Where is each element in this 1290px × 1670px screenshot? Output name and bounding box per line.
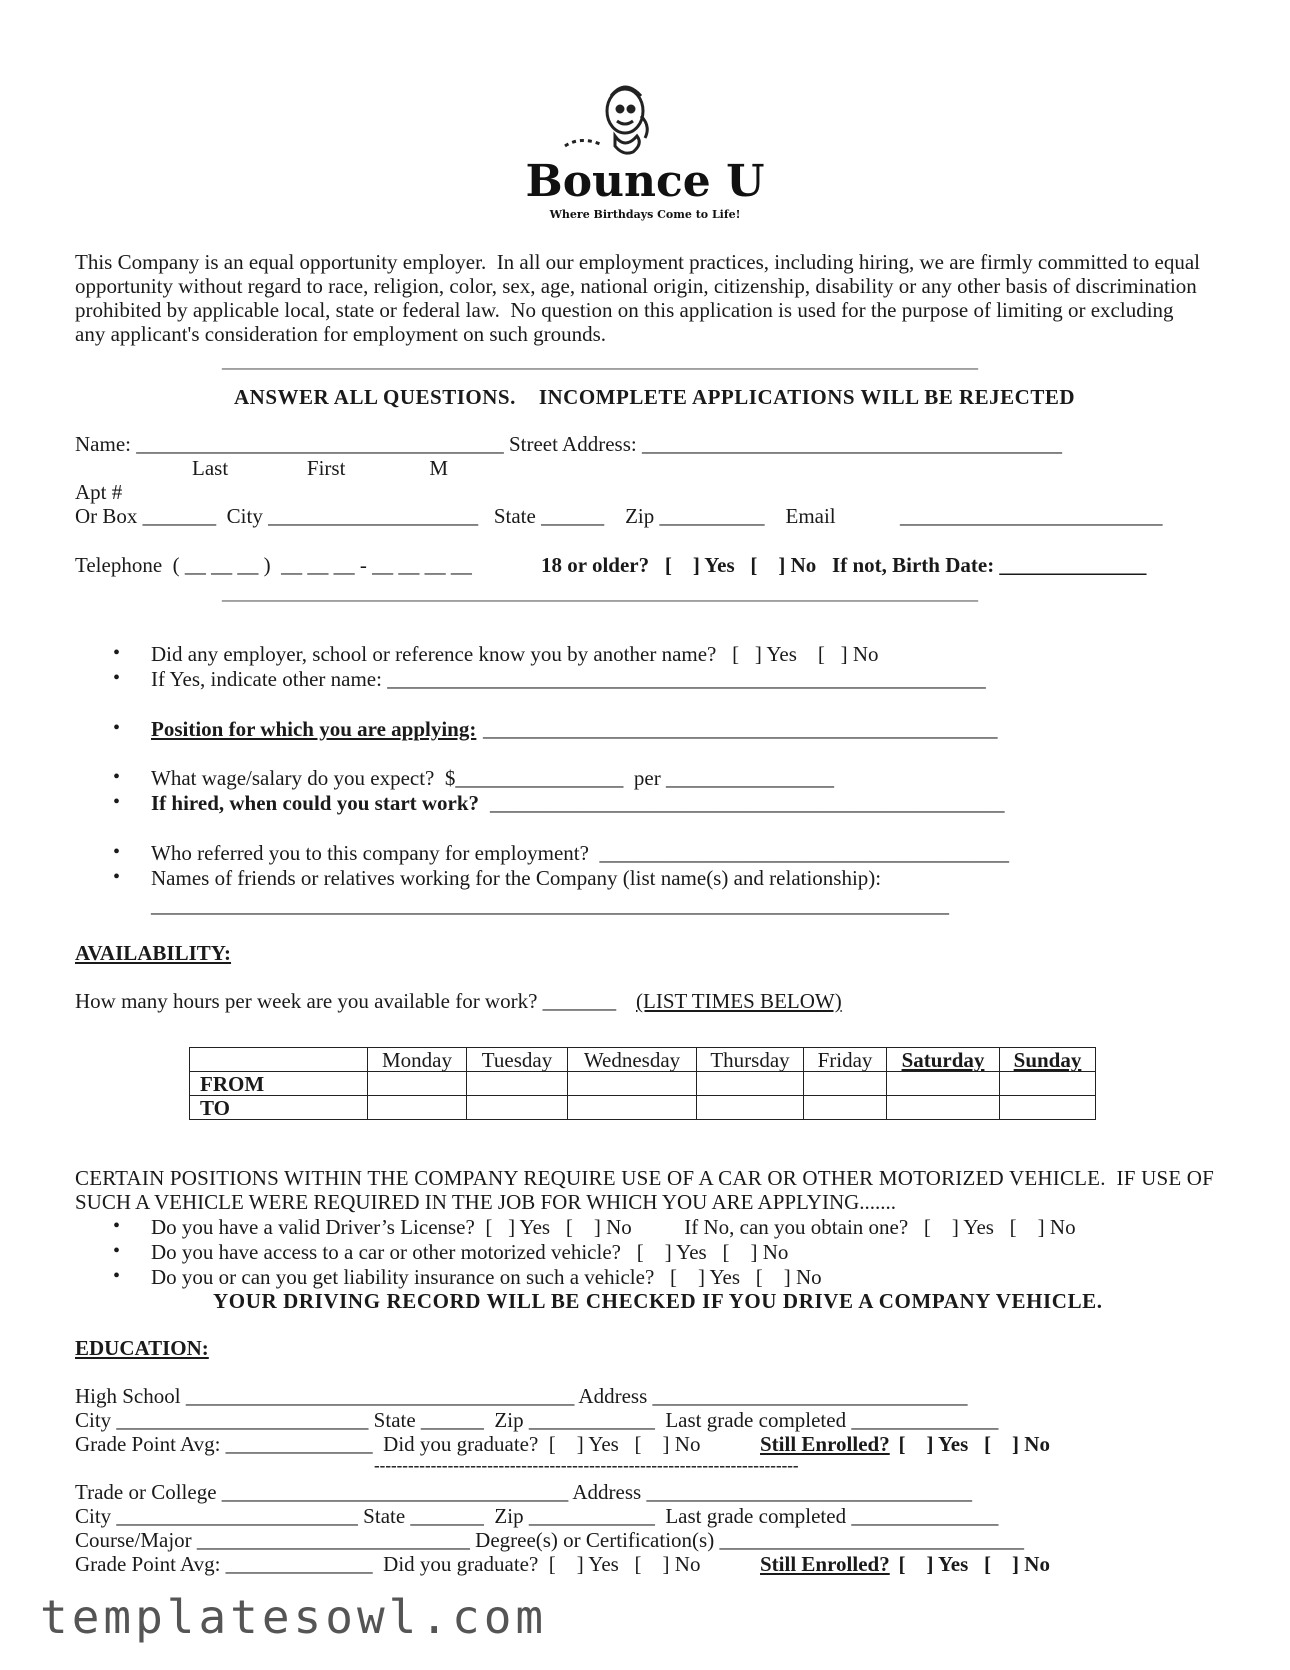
mascot-icon bbox=[565, 87, 647, 153]
table-row bbox=[190, 1072, 1096, 1096]
divider-rule: ________________________________________________________________________ bbox=[222, 348, 978, 372]
row-from-label: FROM bbox=[190, 1072, 368, 1096]
course-major-field[interactable]: Course/Major __________________________ Degree(s) or Certification(s) _____________________________ bbox=[75, 1528, 1024, 1552]
wage-field[interactable]: What wage/salary do you expect? $________________ per ________________ bbox=[151, 766, 834, 790]
from-cell[interactable] bbox=[887, 1072, 1000, 1096]
divider-rule-2: ________________________________________________________________________ bbox=[222, 580, 978, 604]
logo-brand: Bounce U bbox=[525, 156, 765, 207]
bullet-icon: • bbox=[113, 642, 121, 664]
table-row bbox=[190, 1096, 1096, 1120]
high-school-city-field[interactable]: City ________________________ State ______ Zip ____________ Last grade completed ______________ bbox=[75, 1408, 999, 1432]
from-cell[interactable] bbox=[804, 1072, 887, 1096]
day-wednesday: Wednesday bbox=[568, 1048, 697, 1072]
form-heading: ANSWER ALL QUESTIONS. INCOMPLETE APPLICATIONS WILL BE REJECTED bbox=[234, 385, 1076, 409]
availability-table bbox=[189, 1047, 1096, 1120]
start-work-field[interactable]: _________________________________________________ bbox=[490, 791, 1005, 815]
eeo-line-2: opportunity without regard to race, religion, color, sex, age, national origin, citizenship, disability or any other basis of discrimination bbox=[75, 274, 1197, 298]
other-name-question[interactable]: Did any employer, school or reference know you by another name? [ ] Yes [ ] No bbox=[151, 642, 879, 666]
watermark: templatesowl.com bbox=[40, 1590, 548, 1644]
still-enrolled-options[interactable]: [ ] Yes [ ] No bbox=[888, 1432, 1050, 1456]
education-title: EDUCATION: bbox=[75, 1336, 209, 1360]
vehicle-access-question[interactable]: Do you have access to a car or other motorized vehicle? [ ] Yes [ ] No bbox=[151, 1240, 789, 1264]
name-parts-label: Last First M bbox=[192, 456, 449, 480]
bullet-icon: • bbox=[113, 1265, 121, 1287]
from-cell[interactable] bbox=[368, 1072, 467, 1096]
to-cell[interactable] bbox=[568, 1096, 697, 1120]
license-question[interactable]: Do you have a valid Driver’s License? [ ] Yes [ ] No If No, can you obtain one? [ ] Yes [ ] No bbox=[151, 1215, 1076, 1239]
bullet-icon: • bbox=[113, 1215, 121, 1237]
start-work-label: If hired, when could you start work? bbox=[151, 791, 480, 815]
bounce-u-logo bbox=[525, 76, 765, 226]
still-enrolled-label: Still Enrolled? bbox=[760, 1432, 890, 1456]
college-city-field[interactable]: City _______________________ State _______ Zip ____________ Last grade completed ______________ bbox=[75, 1504, 999, 1528]
relatives-field[interactable]: ____________________________________________________________________________ bbox=[151, 893, 949, 917]
position-field[interactable]: _________________________________________________ bbox=[483, 717, 998, 741]
logo-tagline: Where Birthdays Come to Life! bbox=[549, 208, 741, 221]
college-gpa-field[interactable]: Grade Point Avg: ______________ Did you graduate? [ ] Yes [ ] No bbox=[75, 1552, 701, 1576]
bullet-icon: • bbox=[113, 717, 121, 739]
day-monday: Monday bbox=[368, 1048, 467, 1072]
eeo-line-4: any applicant's consideration for employment on such grounds. bbox=[75, 322, 606, 346]
high-school-gpa-field[interactable]: Grade Point Avg: ______________ Did you graduate? [ ] Yes [ ] No bbox=[75, 1432, 701, 1456]
eeo-line-1: This Company is an equal opportunity employer. In all our employment practices, including hiring, we are firmly committed to equal bbox=[75, 250, 1200, 274]
other-name-field[interactable]: If Yes, indicate other name: _________________________________________________________ bbox=[151, 667, 986, 691]
insurance-question[interactable]: Do you or can you get liability insurance on such a vehicle? [ ] Yes [ ] No bbox=[151, 1265, 822, 1289]
section-dashes: --------------------------------------------------------------------------- bbox=[374, 1456, 799, 1475]
referral-field[interactable]: Who referred you to this company for employment? _______________________________________ bbox=[151, 841, 1009, 865]
table-header-row bbox=[190, 1048, 1096, 1072]
day-sunday: Sunday bbox=[1000, 1048, 1096, 1072]
day-friday: Friday bbox=[804, 1048, 887, 1072]
bullet-icon: • bbox=[113, 667, 121, 689]
still-enrolled-options-2[interactable]: [ ] Yes [ ] No bbox=[888, 1552, 1050, 1576]
day-thursday: Thursday bbox=[697, 1048, 804, 1072]
day-tuesday: Tuesday bbox=[467, 1048, 568, 1072]
driving-record-warning: YOUR DRIVING RECORD WILL BE CHECKED IF YOU DRIVE A COMPANY VEHICLE. bbox=[213, 1289, 1103, 1313]
from-cell[interactable] bbox=[568, 1072, 697, 1096]
name-address-field[interactable]: Name: ___________________________________ Street Address: ________________________________________ bbox=[75, 432, 1062, 456]
eeo-line-3: prohibited by applicable local, state or federal law. No question on this application is used for the purpose of limiting or excluding bbox=[75, 298, 1174, 322]
hours-field[interactable]: How many hours per week are you available for work? _______ bbox=[75, 989, 617, 1013]
to-cell[interactable] bbox=[1000, 1096, 1096, 1120]
bullet-icon: • bbox=[113, 841, 121, 863]
high-school-field[interactable]: High School _____________________________________ Address ______________________________ bbox=[75, 1384, 968, 1408]
still-enrolled-label-2: Still Enrolled? bbox=[760, 1552, 890, 1576]
availability-title: AVAILABILITY: bbox=[75, 941, 232, 965]
list-times-label: (LIST TIMES BELOW) bbox=[636, 989, 842, 1013]
bullet-icon: • bbox=[113, 1240, 121, 1262]
bullet-icon: • bbox=[113, 866, 121, 888]
city-state-zip-field[interactable]: Or Box _______ City ____________________ State ______ Zip __________ Email bbox=[75, 504, 836, 528]
to-cell[interactable] bbox=[697, 1096, 804, 1120]
from-cell[interactable] bbox=[1000, 1072, 1096, 1096]
bullet-icon: • bbox=[113, 791, 121, 813]
apt-label: Apt # bbox=[75, 480, 123, 504]
relatives-question: Names of friends or relatives working for the Company (list name(s) and relationship): bbox=[151, 866, 882, 890]
to-cell[interactable] bbox=[887, 1096, 1000, 1120]
to-cell[interactable] bbox=[467, 1096, 568, 1120]
vehicle-intro-2: SUCH A VEHICLE WERE REQUIRED IN THE JOB FOR WHICH YOU ARE APPLYING....... bbox=[75, 1190, 897, 1214]
to-cell[interactable] bbox=[368, 1096, 467, 1120]
from-cell[interactable] bbox=[467, 1072, 568, 1096]
from-cell[interactable] bbox=[697, 1072, 804, 1096]
vehicle-intro-1: CERTAIN POSITIONS WITHIN THE COMPANY REQUIRE USE OF A CAR OR OTHER MOTORIZED VEHICLE. IF USE OF bbox=[75, 1166, 1215, 1190]
row-to-label: TO bbox=[190, 1096, 368, 1120]
college-field[interactable]: Trade or College _________________________________ Address _______________________________ bbox=[75, 1480, 972, 1504]
day-saturday: Saturday bbox=[887, 1048, 1000, 1072]
position-label: Position for which you are applying: bbox=[151, 717, 477, 741]
age-question[interactable]: 18 or older? [ ] Yes [ ] No If not, Birth Date: ______________ bbox=[541, 553, 1147, 577]
telephone-field[interactable]: Telephone ( __ __ __ ) __ __ __ - __ __ __ __ bbox=[75, 553, 472, 577]
bullet-icon: • bbox=[113, 766, 121, 788]
email-field[interactable]: _________________________ bbox=[900, 504, 1163, 528]
to-cell[interactable] bbox=[804, 1096, 887, 1120]
